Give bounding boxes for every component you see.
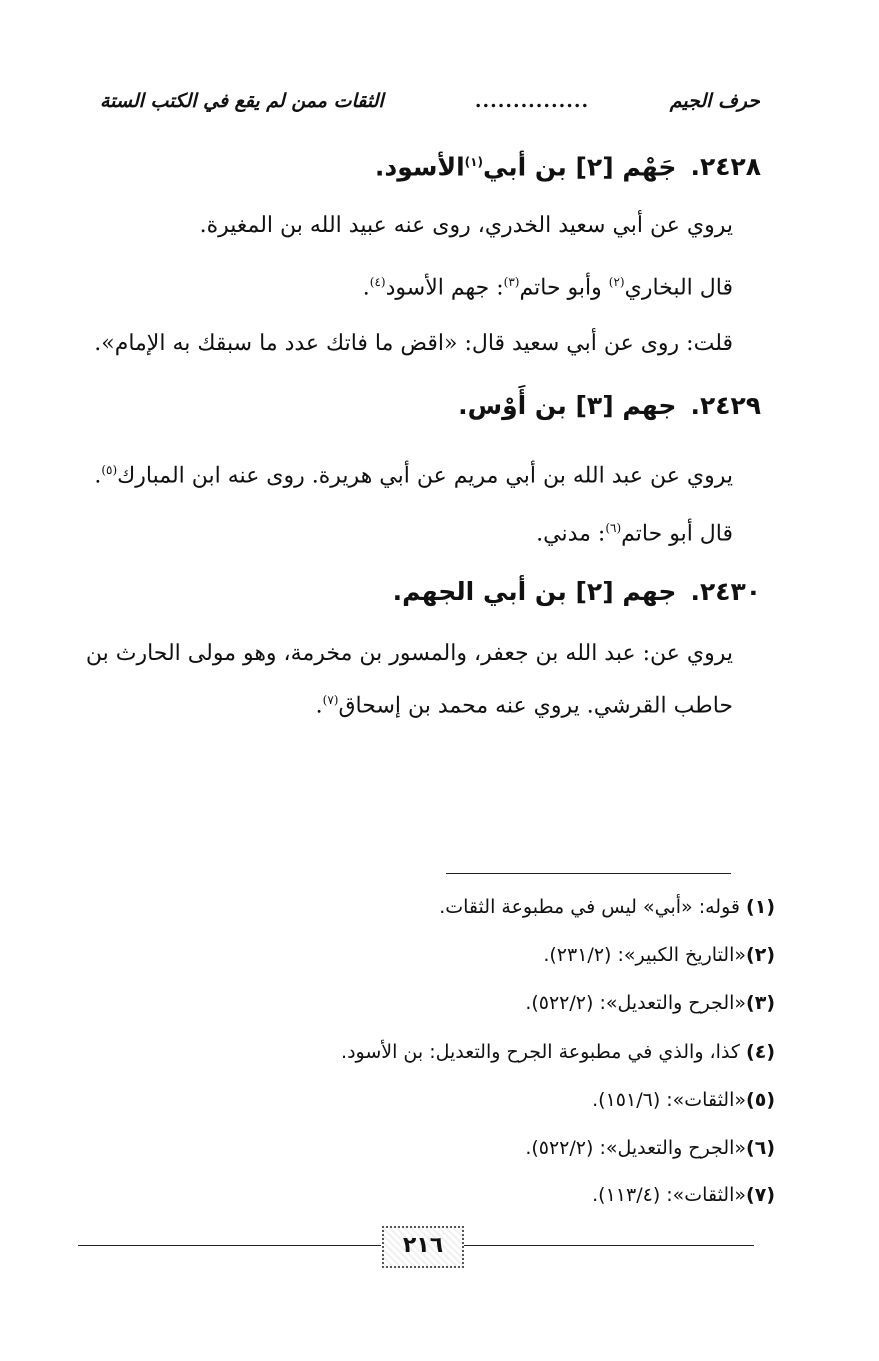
footnote-ref[interactable]: (٥) bbox=[101, 463, 118, 477]
entry-text-line bbox=[60, 508, 733, 554]
footnote-number: (٢) bbox=[746, 944, 775, 966]
text-segment: قال البخاري bbox=[624, 275, 733, 301]
footnote bbox=[80, 1131, 775, 1165]
page-number: ٢١٦ bbox=[402, 1233, 444, 1258]
header-leader-dots: ............... bbox=[474, 90, 590, 112]
footnote-ref[interactable]: (٤) bbox=[369, 275, 386, 289]
entry-name: جَهْم [٢] بن أبي bbox=[482, 152, 677, 182]
footnote-ref[interactable]: (٢) bbox=[608, 275, 625, 289]
entry-text-line: يروي عن أبي سعيد الخدري، روى عنه عبيد الله بن المغيرة. bbox=[199, 213, 733, 238]
footnote-ref[interactable]: (٦) bbox=[605, 521, 622, 535]
text-segment: وأبو حاتم bbox=[519, 275, 609, 301]
footnote-number: (٤) bbox=[746, 1041, 775, 1063]
footnote-text: «التاريخ الكبير»: (٢٣١/٢). bbox=[543, 944, 747, 966]
footer-rule-left bbox=[78, 1245, 381, 1246]
footnote-text: قوله: «أبي» ليس في مطبوعة الثقات. bbox=[439, 896, 747, 918]
footnote-ref[interactable]: (٣) bbox=[503, 275, 520, 289]
footnote-text: «الجرح والتعديل»: (٥٢٢/٢). bbox=[525, 992, 747, 1014]
entry-text-line bbox=[60, 680, 733, 726]
footnote-separator bbox=[446, 873, 731, 874]
footnote-number: (٧) bbox=[746, 1184, 775, 1206]
footnote-number: (٦) bbox=[746, 1137, 775, 1159]
footnote-text: «الجرح والتعديل»: (٥٢٢/٢). bbox=[525, 1137, 747, 1159]
text-segment: قال أبو حاتم bbox=[621, 521, 733, 547]
header-chapter: حرف الجيم bbox=[669, 90, 760, 112]
entry-number: ٢٤٢٩. bbox=[690, 391, 761, 420]
entry-heading bbox=[60, 142, 761, 187]
footnote bbox=[80, 1178, 775, 1212]
text-segment: . bbox=[94, 463, 102, 489]
footnote-text: «الثقات»: (١٥١/٦). bbox=[592, 1089, 747, 1111]
entry-text-line bbox=[60, 450, 733, 496]
footnote-text: «الثقات»: (١١٣/٤). bbox=[592, 1184, 747, 1206]
text-segment: : مدني. bbox=[536, 521, 606, 547]
footnote bbox=[80, 1083, 775, 1117]
entry-number: ٢٤٣٠. bbox=[690, 577, 761, 606]
footnote bbox=[80, 1035, 775, 1069]
footnote bbox=[80, 986, 775, 1020]
entry-text-line: يروي عن: عبد الله بن جعفر، والمسور بن مخرمة، وهو مولى الحارث بن bbox=[85, 641, 733, 666]
text-segment: . bbox=[315, 693, 323, 719]
text-segment: حاطب القرشي. يروي عنه محمد بن إسحاق bbox=[338, 693, 733, 719]
entry-heading bbox=[60, 386, 761, 426]
entry-text-line: قلت: روى عن أبي سعيد قال: «اقض ما فاتك عدد ما سبقك به الإمام». bbox=[94, 331, 733, 356]
entry-name: جهم [٣] بن أَوْس. bbox=[458, 391, 677, 420]
entry-name-end: الأسود. bbox=[374, 152, 465, 182]
entry-heading bbox=[60, 572, 761, 612]
entry-text-line bbox=[60, 262, 733, 308]
footnote-ref[interactable]: (١) bbox=[464, 155, 483, 169]
text-segment: : جهم الأسود bbox=[385, 275, 504, 301]
text-segment: يروي عن عبد الله بن أبي مريم عن أبي هريرة. روى عنه ابن المبارك bbox=[117, 463, 733, 489]
footnote-number: (١) bbox=[746, 896, 775, 918]
footnote-number: (٥) bbox=[746, 1089, 775, 1111]
header-book-title: الثقات ممن لم يقع في الكتب الستة bbox=[100, 90, 384, 112]
footer-rule-right bbox=[464, 1245, 754, 1246]
footnote bbox=[80, 938, 775, 972]
footnote bbox=[80, 890, 775, 924]
running-header bbox=[100, 84, 760, 118]
text-segment: . bbox=[362, 275, 370, 301]
footnote-number: (٣) bbox=[746, 992, 775, 1014]
footnote-ref[interactable]: (٧) bbox=[322, 693, 339, 707]
entry-number: ٢٤٢٨. bbox=[690, 152, 761, 182]
footnote-text: كذا، والذي في مطبوعة الجرح والتعديل: بن الأسود. bbox=[341, 1041, 747, 1063]
entry-name: جهم [٢] بن أبي الجهم. bbox=[392, 577, 677, 606]
